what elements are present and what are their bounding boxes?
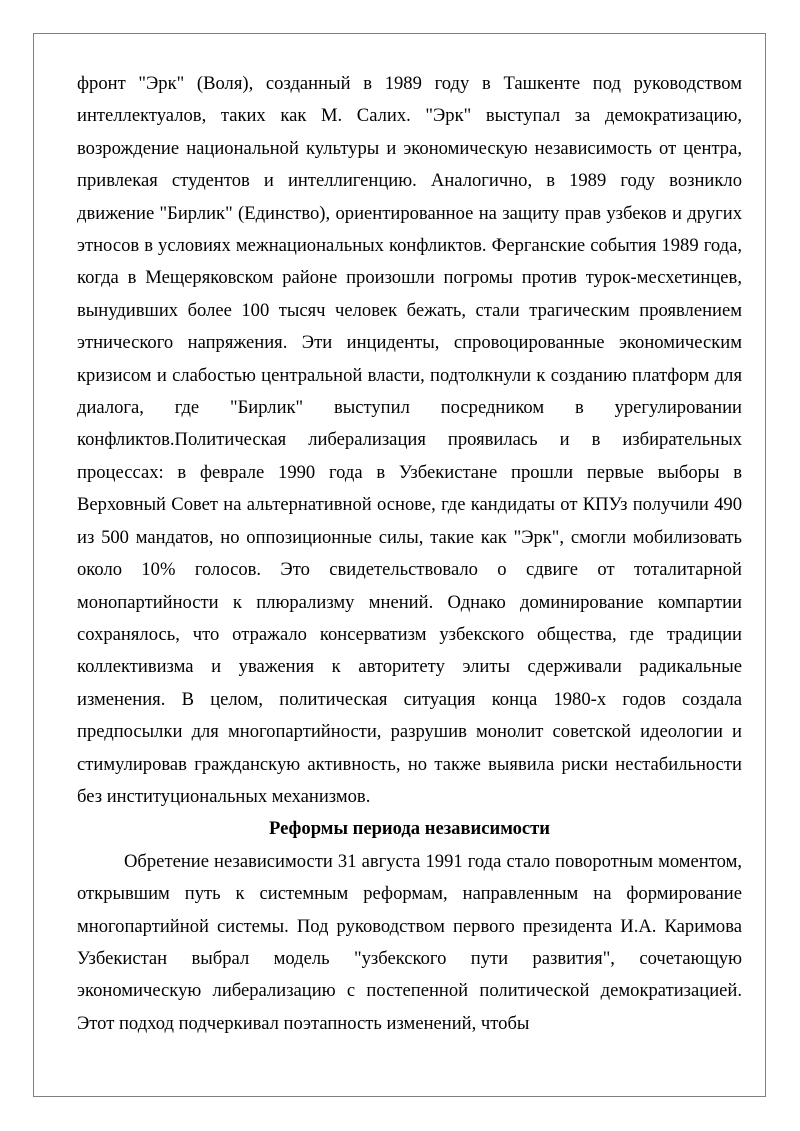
body-paragraph-2: Обретение независимости 31 августа 1991 года стало поворотным моментом, открывшим путь к системным реформам, направленным на формирование многопартийной системы. Под руководством первого президента И.А. Каримова Узбекистан выбрал модель "узбекского пути развития", сочетающую экономическую либерализацию с постепенной политической демократизацией. Этот подход подчеркивал поэтапность изменений, чтобы: [77, 850, 742, 1034]
document-body: [77, 68, 742, 1040]
body-paragraph-1: фронт "Эрк" (Воля), созданный в 1989 году в Ташкенте под руководством интеллектуалов, таких как М. Салих. "Эрк" выступал за демократизацию, возрождение национальной культуры и экономическую независимость от центра, привлекая студентов и интеллигенцию. Аналогично, в 1989 году возникло движение "Бирлик" (Единство), ориентированное на защиту прав узбеков и других этносов в условиях межнациональных конфликтов. Ферганские события 1989 года, когда в Мещеряковском районе произошли погромы против турок-месхетинцев, вынудивших более 100 тысяч человек бежать, стали трагическим проявлением этнического напряжения. Эти инциденты, спровоцированные экономическим кризисом и слабостью центральной власти, подтолкнули к созданию платформ для диалога, где "Бирлик" выступил посредником в урегулировании конфликтов.Политическая либерализация проявилась и в избирательных процессах: в феврале 1990 года в Узбекистане прошли первые выборы в Верховный Совет на альтернативной основе, где кандидаты от КПУз получили 490 из 500 мандатов, но оппозиционные силы, такие как "Эрк", смогли мобилизовать около 10% голосов. Это свидетельствовало о сдвиге от тоталитарной монопартийности к плюрализму мнений. Однако доминирование компартии сохранялось, что отражало консерватизм узбекского общества, где традиции коллективизма и уважения к авторитету элиты сдерживали радикальные изменения. В целом, политическая ситуация конца 1980-х годов создала предпосылки для многопартийности, разрушив монолит советской идеологии и стимулировав гражданскую активность, но также выявила риски нестабильности без институциональных механизмов.: [77, 73, 742, 807]
section-heading: Реформы периода независимости: [268, 818, 551, 840]
